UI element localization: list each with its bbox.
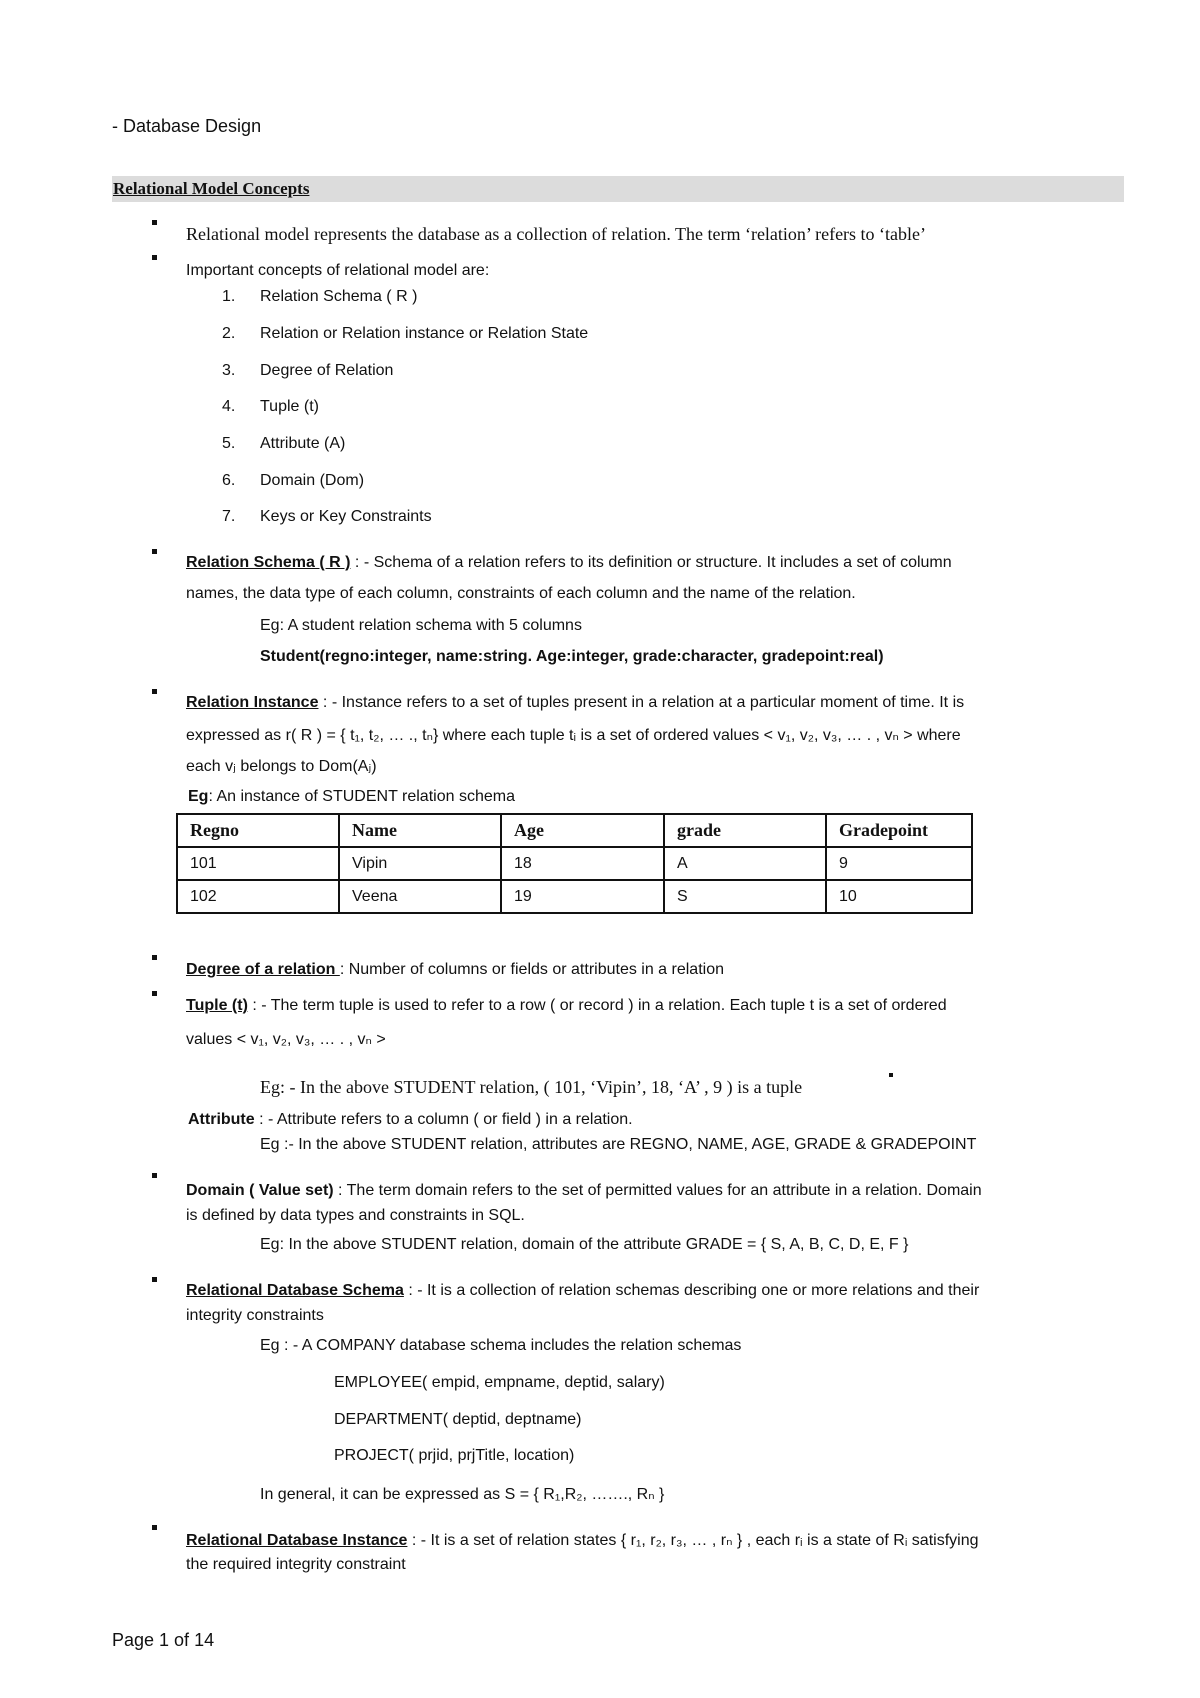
list-item-number: 1. bbox=[222, 288, 236, 305]
bullet-icon bbox=[889, 1073, 893, 1077]
domain-line-1 bbox=[186, 1182, 982, 1200]
term-attribute: Attribute bbox=[188, 1111, 255, 1128]
attribute-line bbox=[188, 1111, 633, 1129]
table-header-row bbox=[177, 814, 972, 847]
db-instance-line-1 bbox=[186, 1530, 978, 1550]
definition-text: : Number of columns or fields or attributes in a relation bbox=[339, 961, 724, 978]
bullet-icon bbox=[152, 220, 157, 225]
relation-project: PROJECT( prjid, prjTitle, location) bbox=[334, 1447, 575, 1464]
intro-paragraph-2: Important concepts of relational model are: bbox=[186, 262, 490, 279]
list-item: Relation Schema ( R ) bbox=[260, 288, 418, 305]
term-tuple: Tuple (t) bbox=[186, 997, 248, 1014]
tuple-eg: Eg: - In the above STUDENT relation, ( 101, ‘Vipin’, 18, ‘A’ , 9 ) is a tuple bbox=[260, 1077, 803, 1097]
table-cell: A bbox=[664, 847, 826, 880]
term-db-instance: Relational Database Instance bbox=[186, 1532, 408, 1549]
relation-instance-line-2: expressed as r( R ) = { t₁, t₂, … ., tₙ} where each tuple tᵢ is a set of ordered values < v₁, v₂, v₃, … . , vₙ > where bbox=[186, 727, 961, 744]
term-relation-instance: Relation Instance bbox=[186, 694, 319, 711]
term-degree: Degree of a relation bbox=[186, 961, 340, 978]
list-item: Domain (Dom) bbox=[260, 472, 365, 489]
db-schema-line-2: integrity constraints bbox=[186, 1307, 324, 1324]
relation-schema-example: Student(regno:integer, name:string. Age:integer, grade:character, gradepoint:real) bbox=[260, 648, 884, 665]
table-cell: 9 bbox=[826, 847, 972, 880]
table-cell: S bbox=[664, 880, 826, 913]
term-db-schema: Relational Database Schema bbox=[186, 1282, 404, 1299]
table-row bbox=[177, 847, 972, 880]
degree-line bbox=[186, 961, 724, 979]
page-number: Page 1 of 14 bbox=[112, 1630, 215, 1650]
table-header-cell: grade bbox=[664, 814, 826, 847]
definition-text: : - Schema of a relation refers to its definition or structure. It includes a set of column bbox=[350, 554, 952, 571]
eg-label: Eg bbox=[188, 788, 209, 805]
bullet-icon bbox=[152, 255, 157, 260]
list-item-number: 4. bbox=[222, 398, 236, 415]
eg-text: : An instance of STUDENT relation schema bbox=[208, 788, 515, 805]
relation-instance-line-1 bbox=[186, 694, 964, 712]
definition-text: : - It is a set of relation states { r₁, r₂, r₃, … , rₙ } , each rᵢ is a state of Rᵢ satisfying bbox=[407, 1532, 979, 1549]
tuple-line-2: values < v₁, v₂, v₃, … . , vₙ > bbox=[186, 1031, 386, 1048]
table-header-cell: Age bbox=[501, 814, 664, 847]
list-item: Attribute (A) bbox=[260, 435, 346, 452]
relation-instance-eg bbox=[188, 788, 515, 806]
table-cell: 10 bbox=[826, 880, 972, 913]
tuple-line-1 bbox=[186, 997, 947, 1015]
relation-schema-eg: Eg: A student relation schema with 5 columns bbox=[260, 617, 582, 634]
list-item: Relation or Relation instance or Relation State bbox=[260, 325, 589, 342]
definition-text: : - It is a collection of relation schemas describing one or more relations and their bbox=[403, 1282, 980, 1299]
definition-text: : - The term tuple is used to refer to a row ( or record ) in a relation. Each tuple t is a set of ordered bbox=[247, 997, 947, 1014]
relation-schema-line-1 bbox=[186, 554, 952, 572]
definition-text: : The term domain refers to the set of permitted values for an attribute in a relation. Domain bbox=[333, 1182, 982, 1199]
bullet-icon bbox=[152, 689, 157, 694]
bullet-icon bbox=[152, 1525, 157, 1530]
table-cell: 102 bbox=[177, 880, 339, 913]
relation-instance-line-3: each vⱼ belongs to Dom(Aⱼ) bbox=[186, 758, 377, 775]
table-header-cell: Name bbox=[339, 814, 501, 847]
document-title: - Database Design bbox=[112, 116, 262, 136]
list-item-number: 6. bbox=[222, 472, 236, 489]
table-cell: 101 bbox=[177, 847, 339, 880]
table-header-cell: Gradepoint bbox=[826, 814, 972, 847]
domain-line-2: is defined by data types and constraints in SQL. bbox=[186, 1207, 525, 1224]
table-cell: Veena bbox=[339, 880, 501, 913]
definition-text: : - Instance refers to a set of tuples present in a relation at a particular moment of time. It is bbox=[318, 694, 965, 711]
bullet-icon bbox=[152, 955, 157, 960]
db-instance-line-2: the required integrity constraint bbox=[186, 1556, 406, 1573]
bullet-icon bbox=[152, 1277, 157, 1282]
term-relation-schema: Relation Schema ( R ) bbox=[186, 554, 351, 571]
table-cell: 18 bbox=[501, 847, 664, 880]
attribute-eg: Eg :- In the above STUDENT relation, attributes are REGNO, NAME, AGE, GRADE & GRADEPOINT bbox=[260, 1136, 977, 1153]
bullet-icon bbox=[152, 991, 157, 996]
bullet-icon bbox=[152, 549, 157, 554]
table-header-cell: Regno bbox=[177, 814, 339, 847]
list-item-number: 2. bbox=[222, 325, 236, 342]
list-item: Tuple (t) bbox=[260, 398, 319, 415]
list-item: Degree of Relation bbox=[260, 362, 394, 379]
bullet-icon bbox=[152, 1173, 157, 1178]
section-header: Relational Model Concepts bbox=[113, 179, 310, 198]
term-domain: Domain ( Value set) bbox=[186, 1182, 334, 1199]
list-item-number: 5. bbox=[222, 435, 236, 452]
list-item: Keys or Key Constraints bbox=[260, 508, 432, 525]
db-schema-line-1 bbox=[186, 1282, 979, 1300]
table-row bbox=[177, 880, 972, 913]
table-cell: Vipin bbox=[339, 847, 501, 880]
list-item-number: 3. bbox=[222, 362, 236, 379]
student-table bbox=[176, 813, 973, 914]
relation-department: DEPARTMENT( deptid, deptname) bbox=[334, 1411, 582, 1428]
db-schema-eg: Eg : - A COMPANY database schema includes the relation schemas bbox=[260, 1337, 742, 1354]
definition-text: : - Attribute refers to a column ( or field ) in a relation. bbox=[254, 1111, 633, 1128]
list-item-number: 7. bbox=[222, 508, 236, 525]
intro-paragraph-1: Relational model represents the database as a collection of relation. The term ‘relation’ refers to ‘table’ bbox=[186, 224, 927, 244]
db-schema-general: In general, it can be expressed as S = { R₁,R₂, ……., Rₙ } bbox=[260, 1486, 665, 1503]
relation-schema-line-2: names, the data type of each column, constraints of each column and the name of the relation. bbox=[186, 585, 856, 602]
domain-eg: Eg: In the above STUDENT relation, domain of the attribute GRADE = { S, A, B, C, D, E, F } bbox=[260, 1236, 909, 1253]
table-cell: 19 bbox=[501, 880, 664, 913]
relation-employee: EMPLOYEE( empid, empname, deptid, salary) bbox=[334, 1374, 665, 1391]
